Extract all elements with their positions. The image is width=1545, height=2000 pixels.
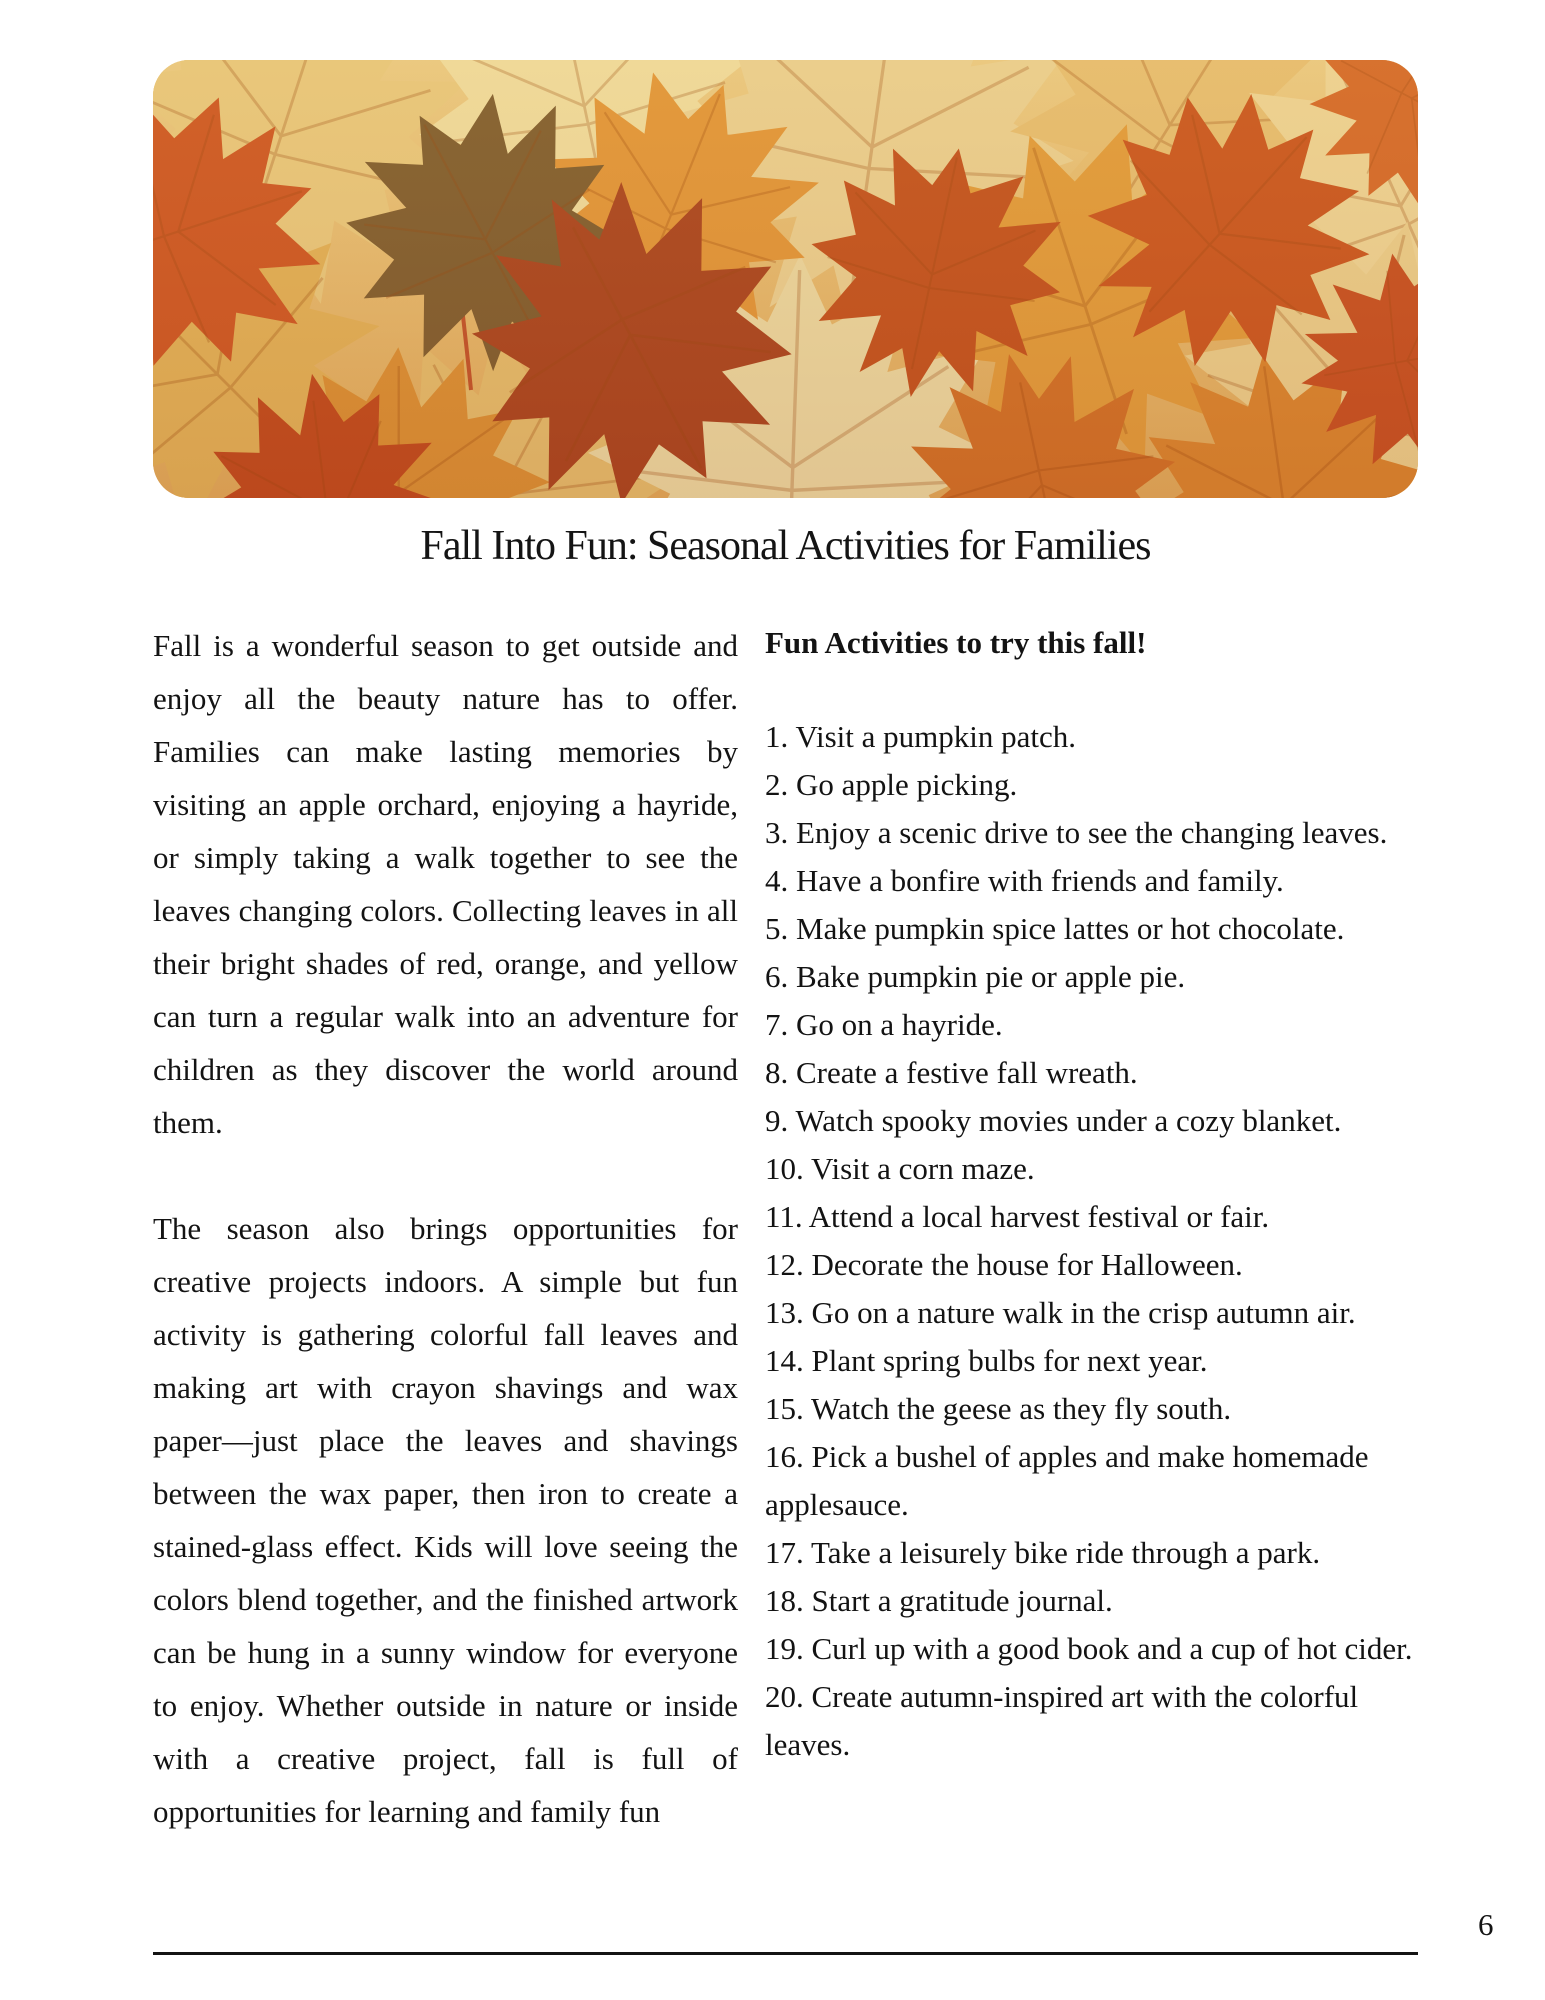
activities-column bbox=[765, 619, 1418, 1891]
activity-item: 13. Go on a nature walk in the crisp autumn air. bbox=[765, 1294, 1356, 1330]
activity-item: 6. Bake pumpkin pie or apple pie. bbox=[765, 958, 1186, 994]
activity-item: 19. Curl up with a good book and a cup of hot cider. bbox=[765, 1630, 1413, 1666]
activity-item: 10. Visit a corn maze. bbox=[765, 1150, 1035, 1186]
activity-item: 15. Watch the geese as they fly south. bbox=[765, 1390, 1232, 1426]
activity-item: 7. Go on a hayride. bbox=[765, 1006, 1003, 1042]
activity-item: 12. Decorate the house for Halloween. bbox=[765, 1246, 1243, 1282]
activity-item: 9. Watch spooky movies under a cozy blanket. bbox=[765, 1102, 1342, 1138]
article-paragraph: Fall is a wonderful season to get outside and enjoy all the beauty nature has to offer. Families can make lasting memories by visiting an apple orchard, enjoying a hayride, or simply taking a walk together to see the leaves changing colors. Collecting leaves in all their bright shades of red, orange, and yellow can turn a regular walk into an adventure for children as they discover the world around them. bbox=[153, 627, 738, 1140]
activity-item: 11. Attend a local harvest festival or fair. bbox=[765, 1198, 1270, 1234]
activity-item: 16. Pick a bushel of apples and make homemade applesauce. bbox=[765, 1438, 1369, 1522]
activity-item: 5. Make pumpkin spice lattes or hot chocolate. bbox=[765, 910, 1345, 946]
activities-list bbox=[765, 713, 1418, 1769]
fall-leaves-illustration bbox=[153, 60, 1418, 498]
activity-item: 2. Go apple picking. bbox=[765, 766, 1018, 802]
activity-item: 18. Start a gratitude journal. bbox=[765, 1582, 1113, 1618]
body-columns bbox=[153, 619, 1418, 1891]
page-content bbox=[153, 60, 1418, 1891]
activity-item: 4. Have a bonfire with friends and family. bbox=[765, 862, 1284, 898]
footer-divider bbox=[153, 1952, 1418, 1955]
fall-leaves-photo bbox=[153, 60, 1418, 498]
activity-item: 14. Plant spring bulbs for next year. bbox=[765, 1342, 1208, 1378]
activity-item: 3. Enjoy a scenic drive to see the changing leaves. bbox=[765, 814, 1388, 850]
activity-item: 1. Visit a pumpkin patch. bbox=[765, 718, 1076, 754]
page-title: Fall Into Fun: Seasonal Activities for Families bbox=[420, 523, 1151, 569]
activity-item: 20. Create autumn-inspired art with the colorful leaves. bbox=[765, 1678, 1359, 1762]
article-column bbox=[153, 619, 738, 1891]
activity-item: 8. Create a festive fall wreath. bbox=[765, 1054, 1138, 1090]
article-paragraph: The season also brings opportunities for creative projects indoors. A simple but fun activity is gathering colorful fall leaves and making art with crayon shavings and wax paper—just place the leaves and shavings between the wax paper, then iron to create a stained-glass effect. Kids will love seeing the colors blend together, and the finished artwork can be hung in a sunny window for everyone to enjoy. Whether outside in nature or inside with a creative project, fall is full of opportunities for learning and family fun bbox=[153, 1210, 738, 1829]
activity-item: 17. Take a leisurely bike ride through a park. bbox=[765, 1534, 1321, 1570]
activities-heading: Fun Activities to try this fall! bbox=[765, 624, 1147, 660]
page-number: 6 bbox=[1478, 1907, 1494, 1942]
